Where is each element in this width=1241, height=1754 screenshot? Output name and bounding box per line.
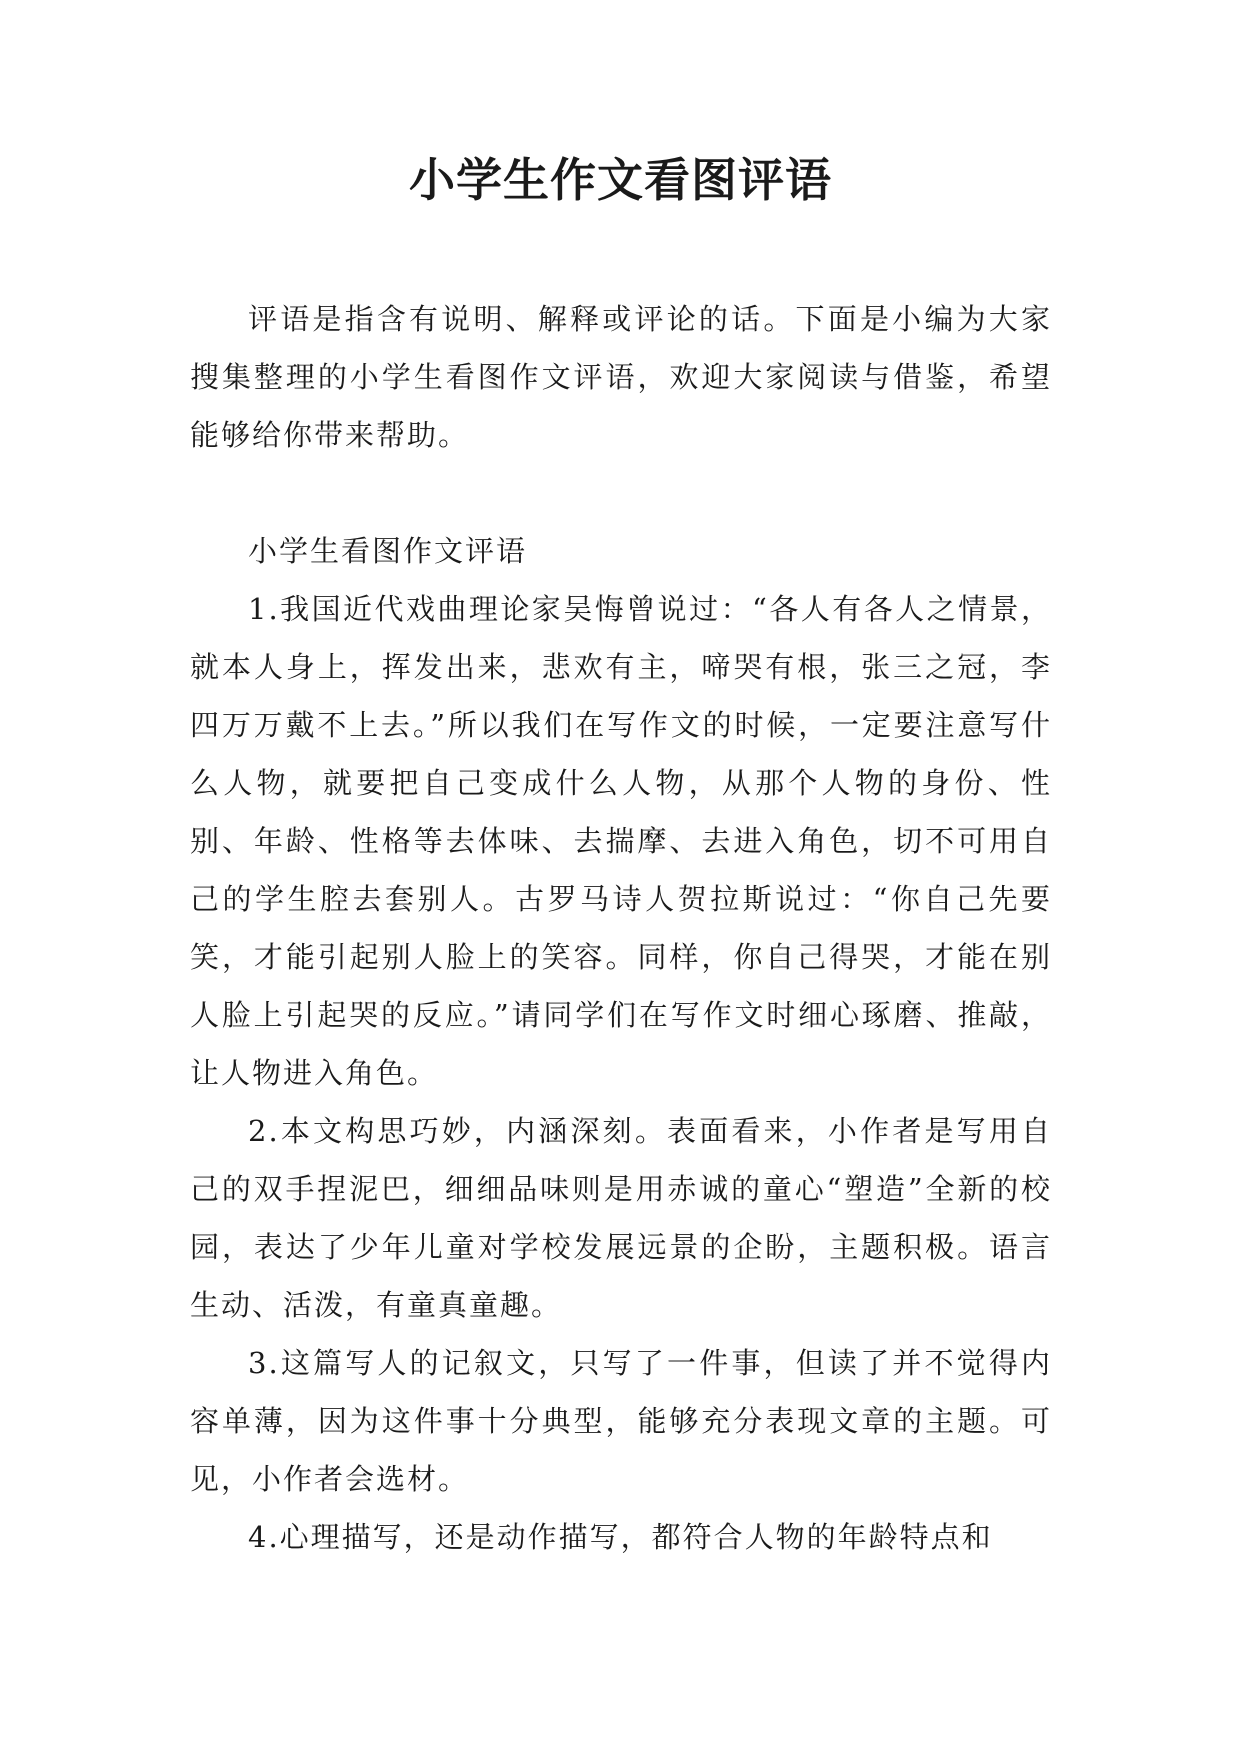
comment-item-1: 1.我国近代戏曲理论家吴悔曾说过：“各人有各人之情景，就本人身上，挥发出来，悲欢有主，啼哭有根，张三之冠，李四万万戴不上去。”所以我们在写作文的时候，一定要注意写什么人物，就要把自己变成什么人物，从那个人物的身份、性别、年龄、性格等去体味、去揣摩、去进入角色，切不可用自己的学生腔去套别人。古罗马诗人贺拉斯说过：“你自己先要笑，才能引起别人脸上的笑容。同样，你自己得哭，才能在别人脸上引起哭的反应。”请同学们在写作文时细心琢磨、推敲，让人物进入角色。 (190, 592, 1052, 1090)
comment-item-3: 3.这篇写人的记叙文，只写了一件事，但读了并不觉得内容单薄，因为这件事十分典型，能够充分表现文章的主题。可见，小作者会选材。 (190, 1346, 1052, 1496)
intro-paragraph: 评语是指含有说明、解释或评论的话。下面是小编为大家搜集整理的小学生看图作文评语，欢迎大家阅读与借鉴，希望能够给你带来帮助。 (190, 302, 1052, 452)
section-heading: 小学生看图作文评语 (248, 534, 528, 568)
comment-item-2: 2.本文构思巧妙，内涵深刻。表面看来，小作者是写用自己的双手捏泥巴，细细品味则是用赤诚的童心“塑造”全新的校园，表达了少年儿童对学校发展远景的企盼，主题积极。语言生动、活泼，有童真童趣。 (190, 1114, 1052, 1322)
document-body (190, 290, 1052, 1566)
comment-item-4: 4.心理描写，还是动作描写，都符合人物的年龄特点和 (248, 1520, 993, 1554)
paragraph-spacer (190, 464, 1052, 522)
page-title: 小学生作文看图评语 (409, 153, 832, 207)
